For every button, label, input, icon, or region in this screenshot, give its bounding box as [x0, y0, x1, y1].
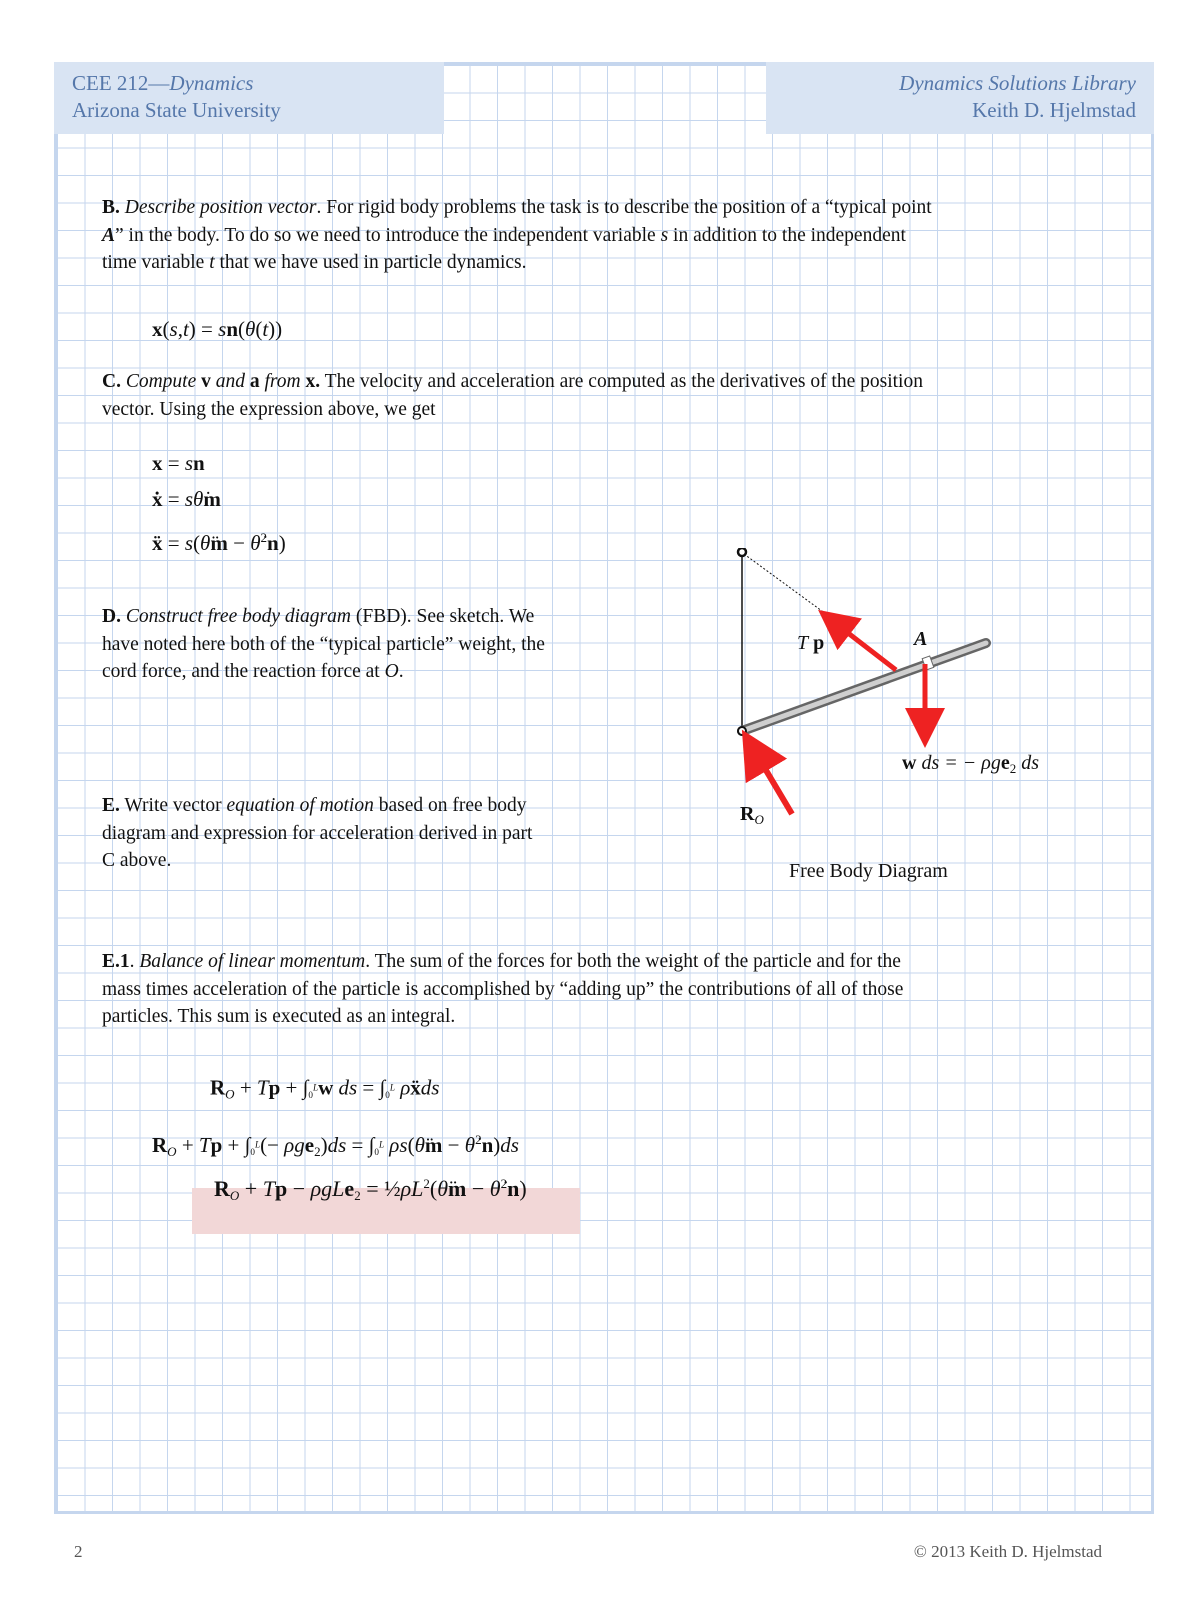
equation-momentum-2: $R_O + Tp + \int_0^L(- \rho ge_2)ds = \int_0^L$ ρs(θ̈m − θ̇$^2$n)ds	[152, 1132, 519, 1159]
section-c-line1: C. Compute v and a from x. The velocity and acceleration are computed as the derivatives of the position	[102, 371, 923, 392]
section-b	[102, 194, 1062, 277]
section-e-line2: diagram and expression for acceleration derived in part	[102, 822, 533, 844]
cord-line	[744, 554, 826, 614]
section-d-line1: D. Construct free body diagram (FBD). See sketch. We	[102, 606, 535, 627]
section-e1-line2: mass times acceleration of the particle is accomplished by “adding up” the contributions of all of those	[102, 978, 904, 1000]
equation-x: x = sn	[152, 451, 205, 475]
free-body-diagram	[730, 548, 1090, 908]
section-d	[102, 603, 622, 686]
section-d-line2: have noted here both of the “typical particle” weight, the	[102, 633, 545, 655]
pin-o-icon	[738, 727, 746, 735]
university: Arizona State University	[72, 98, 281, 122]
equation-xddot: ẍ = s(θ̈m − θ̇$^2$n)	[152, 530, 286, 555]
section-e-line1: E. Write vector equation of motion based on free body	[102, 795, 527, 816]
section-e-line3: C above.	[102, 850, 172, 871]
rod-highlight	[742, 643, 986, 731]
section-d-line3: cord force, and the reaction force at O.	[102, 661, 404, 682]
diagram-caption: Free Body Diagram	[789, 860, 948, 882]
equation-momentum-1: $R_O + Tp + \int_0^Lw$ ds = $\int_0^L$ ρẍds	[210, 1075, 440, 1102]
point-a-symbol: A	[102, 224, 116, 246]
section-c-line2: vector. Using the expression above, we get	[102, 398, 436, 420]
section-e1	[102, 948, 1082, 1031]
label-a: A	[914, 628, 928, 650]
section-b-line1: B. Describe position vector. For rigid body problems the task is to describe the position of a “typical point	[102, 197, 932, 218]
equation-momentum-result: $R_O + Tp - \rho gLe_2$ = $\frac{1}{2}\rho L^2(\thetäm$ − θ̇$^2$n)	[214, 1176, 527, 1203]
author: Keith D. Hjelmstad	[972, 98, 1136, 122]
section-e1-line3: particles. This sum is executed as an integral.	[102, 1006, 456, 1027]
equation-xdot: ẋ = sθ̇m	[152, 487, 221, 511]
section-b-line3: time variable t that we have used in particle dynamics.	[102, 252, 527, 273]
tension-arrow	[826, 616, 896, 670]
section-b-line2: A” in the body. To do so we need to introduce the independent variable s in addition to the independent	[102, 224, 906, 246]
header-right	[766, 62, 1154, 134]
section-e1-line1: E.1. Balance of linear momentum. The sum of the forces for both the weight of the particle and for the	[102, 951, 901, 972]
library-title: Dynamics Solutions Library	[899, 71, 1136, 95]
label-weight: w ds = − ρge$_2$ ds	[902, 752, 1040, 776]
header-left	[54, 62, 444, 134]
section-c	[102, 368, 1062, 423]
page-number: 2	[74, 1542, 83, 1561]
course-title: CEE 212—Dynamics	[72, 71, 254, 95]
section-e	[102, 792, 622, 875]
equation-position: x(s,t) = sn(θ(t))	[152, 317, 283, 341]
label-tension: T p	[797, 632, 825, 654]
copyright: © 2013 Keith D. Hjelmstad	[913, 1542, 1102, 1561]
label-reaction: $R_O$	[740, 803, 764, 827]
